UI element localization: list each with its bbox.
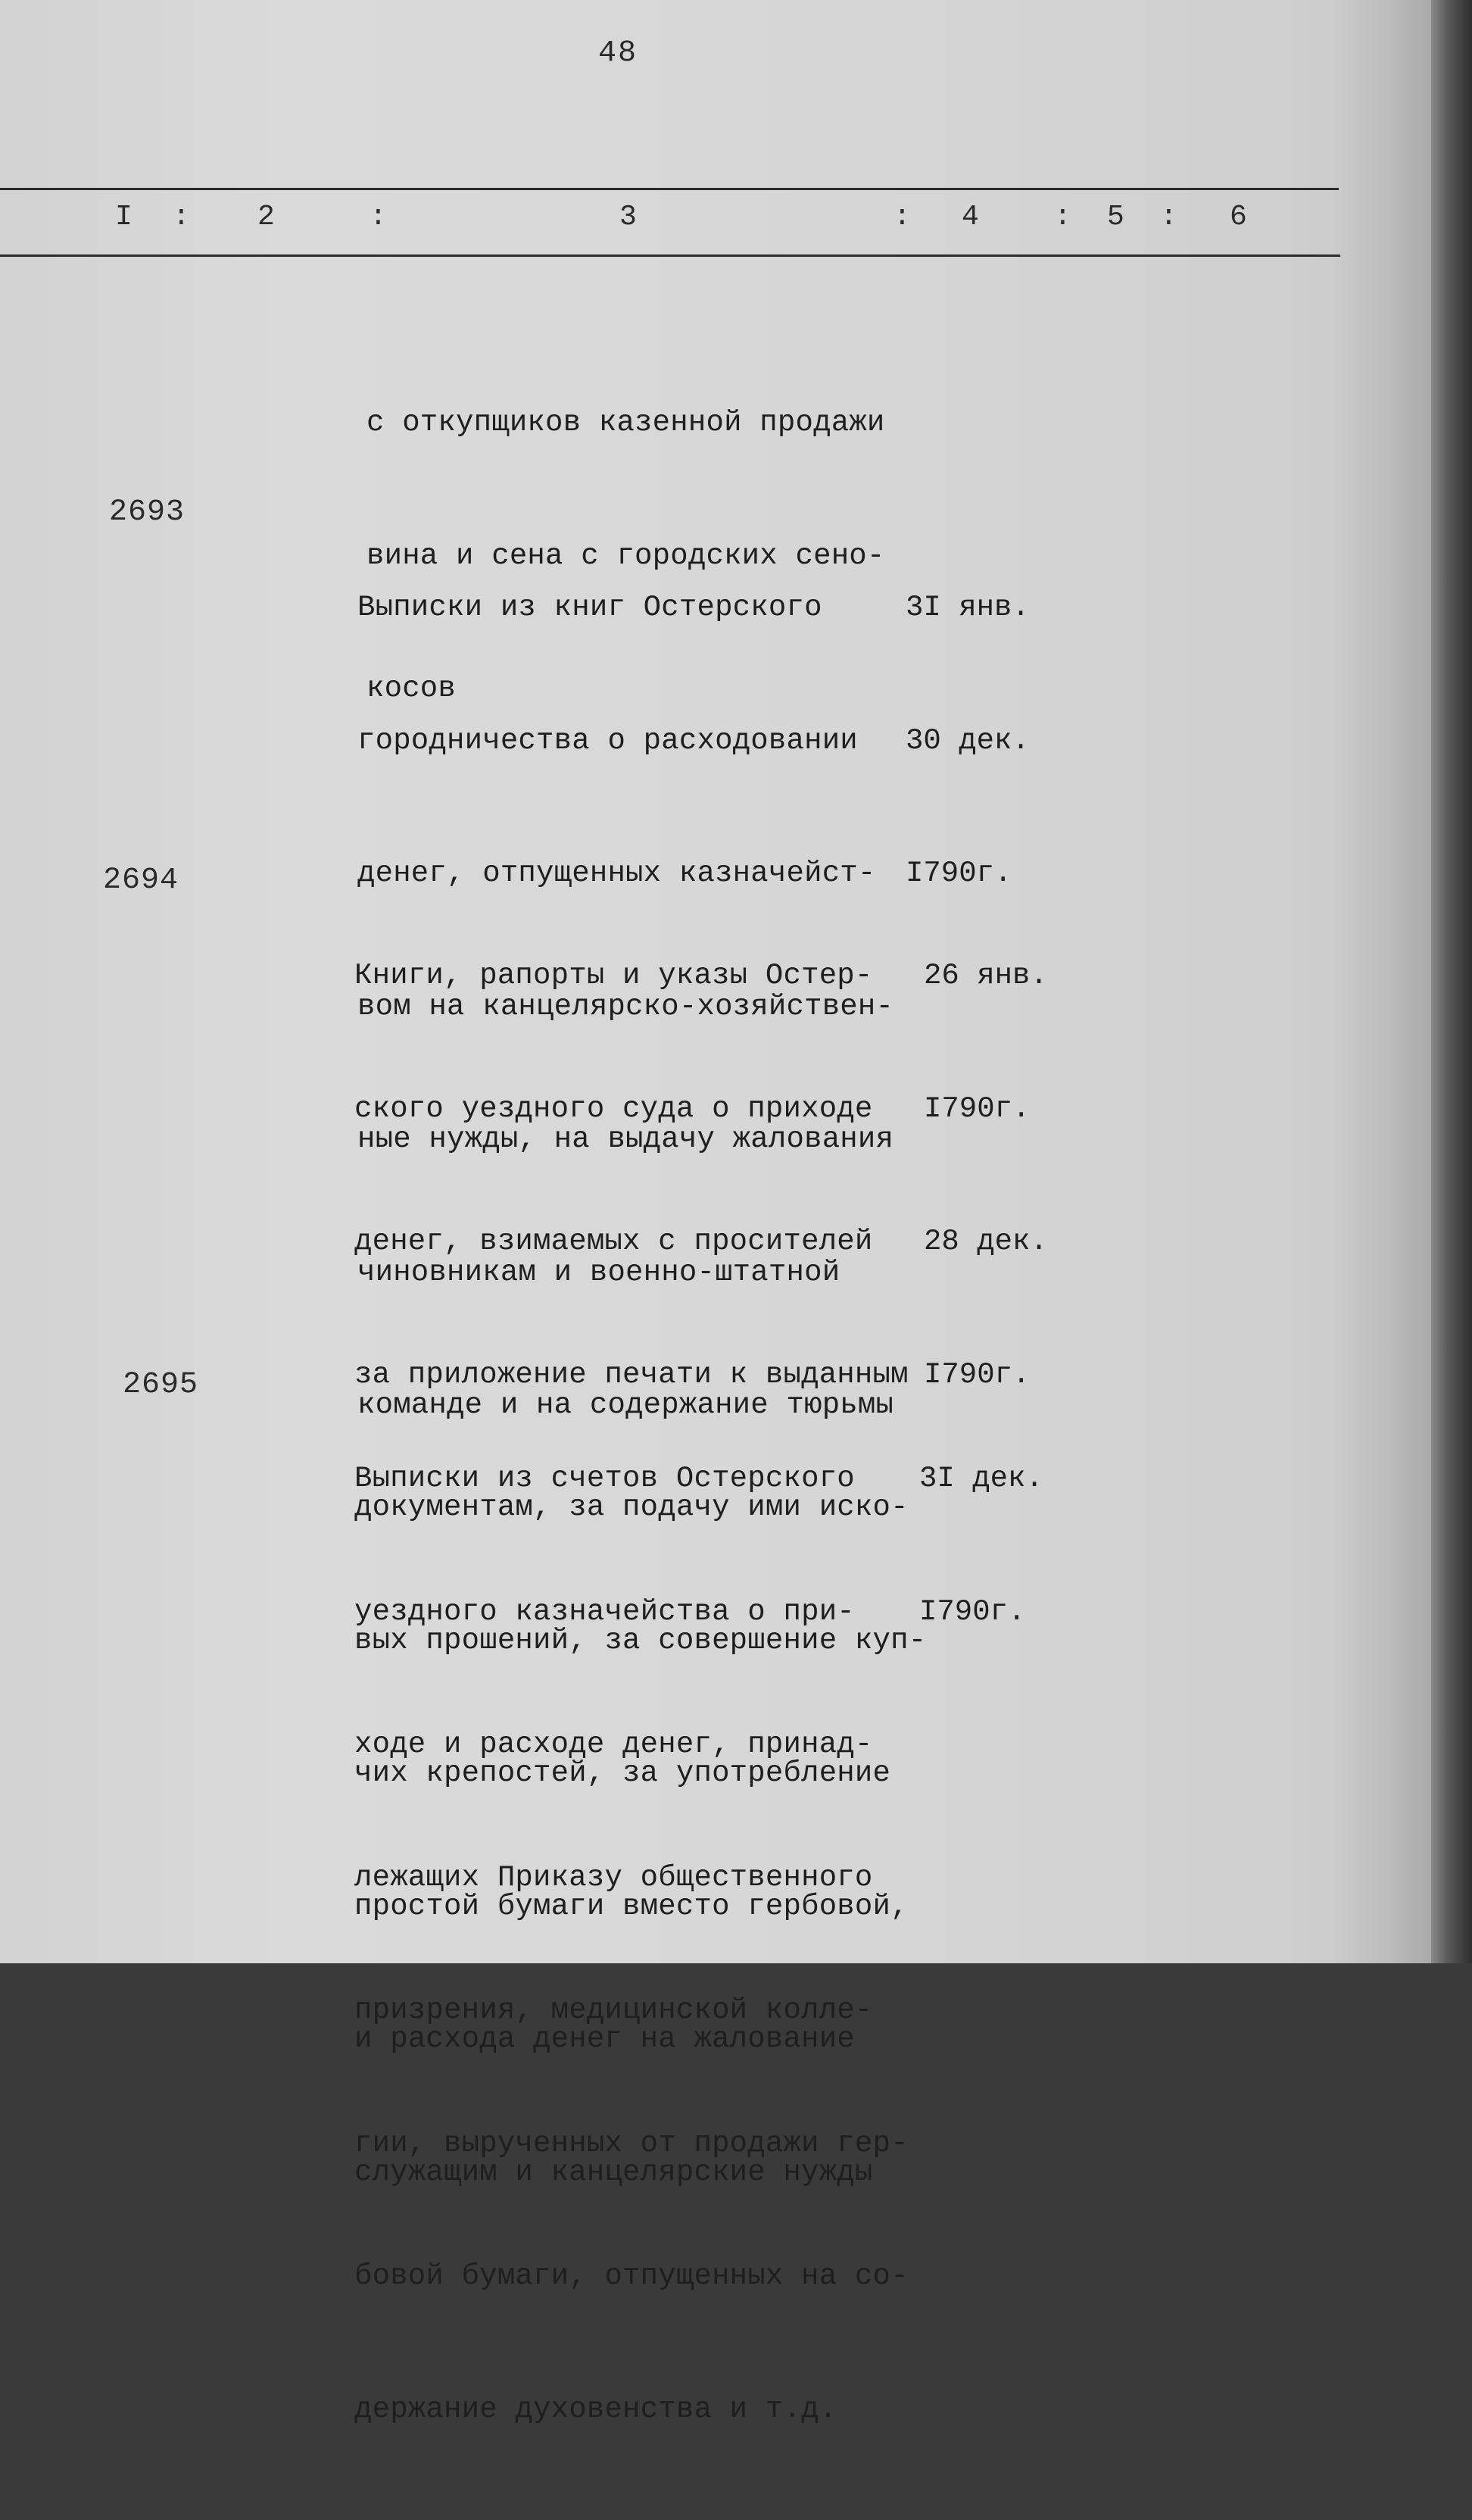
record-number: 2695: [123, 1368, 199, 1402]
description-line: за приложение печати к выданным: [354, 1357, 909, 1391]
column-separator-4: :: [1054, 201, 1071, 233]
header-rule-top: [0, 188, 1339, 190]
column-header-4: 4: [962, 201, 979, 233]
column-separator-2: :: [370, 201, 387, 233]
description-line: вом на канцелярско-хозяйствен-: [357, 989, 894, 1023]
header-rule-bottom: [0, 254, 1340, 257]
column-separator-1: :: [173, 201, 190, 233]
description-line: чиновникам и военно-штатной: [357, 1255, 840, 1289]
record-description: [354, 1368, 909, 2520]
column-separator-5: :: [1160, 201, 1177, 233]
description-line: с откупщиков казенной продажи: [366, 406, 885, 439]
description-line: чих крепостей, за употребление: [354, 1757, 891, 1790]
description-line: держание духовенства и т.д.: [354, 2392, 837, 2426]
description-line: денег, отпущенных казначейст-: [357, 857, 876, 890]
description-line: лежащих Приказу общественного: [354, 1860, 873, 1894]
date-line: 26 янв.: [924, 959, 1048, 992]
record-number: 2693: [109, 495, 186, 529]
date-line: 3I дек.: [919, 1462, 1043, 1495]
description-line: вина и сена с городских сено-: [366, 539, 885, 573]
description-line: гии, вырученных от продажи гер-: [354, 2126, 909, 2160]
date-line: I790г.: [919, 1594, 1026, 1628]
page-number: 48: [598, 36, 638, 70]
record-number: 2694: [103, 863, 179, 898]
date-line: I790г.: [906, 857, 1012, 890]
description-line: команде и на содержание тюрьмы: [357, 1388, 894, 1422]
description-line: косов: [366, 672, 457, 705]
record-dates: [919, 1368, 1043, 1722]
description-line: Книги, рапорты и указы Остер-: [354, 959, 873, 992]
description-line: Выписки из счетов Остерского: [354, 1462, 855, 1495]
description-line: и расхода денег на жалование: [354, 2022, 855, 2056]
description-line: городничества о расходовании: [357, 723, 858, 757]
description-line: ные нужды, на выдачу жалования: [357, 1123, 894, 1156]
description-line: уездного казначейства о при-: [354, 1594, 855, 1628]
description-line: ского уездного суда о приходе: [354, 1091, 873, 1126]
date-line: I790г.: [924, 1357, 1031, 1391]
description-line: призрения, медицинской колле-: [354, 1994, 873, 2027]
column-header-6: 6: [1230, 201, 1247, 233]
description-line: Выписки из книг Остерского: [357, 591, 822, 624]
column-header-5: 5: [1107, 201, 1124, 233]
page-shadow: [1333, 0, 1431, 1963]
description-line: вых прошений, за совершение куп-: [354, 1623, 927, 1657]
column-header-1: I: [115, 201, 133, 233]
date-line: 30 дек.: [906, 723, 1030, 757]
column-header-3: 3: [619, 201, 637, 233]
description-line: бовой бумаги, отпущенных на со-: [354, 2259, 909, 2293]
description-line: денег, взимаемых с просителей: [354, 1225, 873, 1258]
underlying-page-edge: [1431, 0, 1472, 1963]
description-line: ходе и расходе денег, принад-: [354, 1728, 873, 1761]
column-header-2: 2: [257, 201, 275, 233]
date-line: I790г.: [924, 1091, 1031, 1126]
date-line: 28 дек.: [924, 1225, 1048, 1258]
date-line: 3I янв.: [906, 591, 1030, 624]
description-line: служащим и канцелярские нужды: [354, 2155, 873, 2189]
column-separator-3: :: [893, 201, 911, 233]
description-line: документам, за подачу ими иско-: [354, 1491, 909, 1524]
description-line: простой бумаги вместо гербовой,: [354, 1889, 909, 1923]
